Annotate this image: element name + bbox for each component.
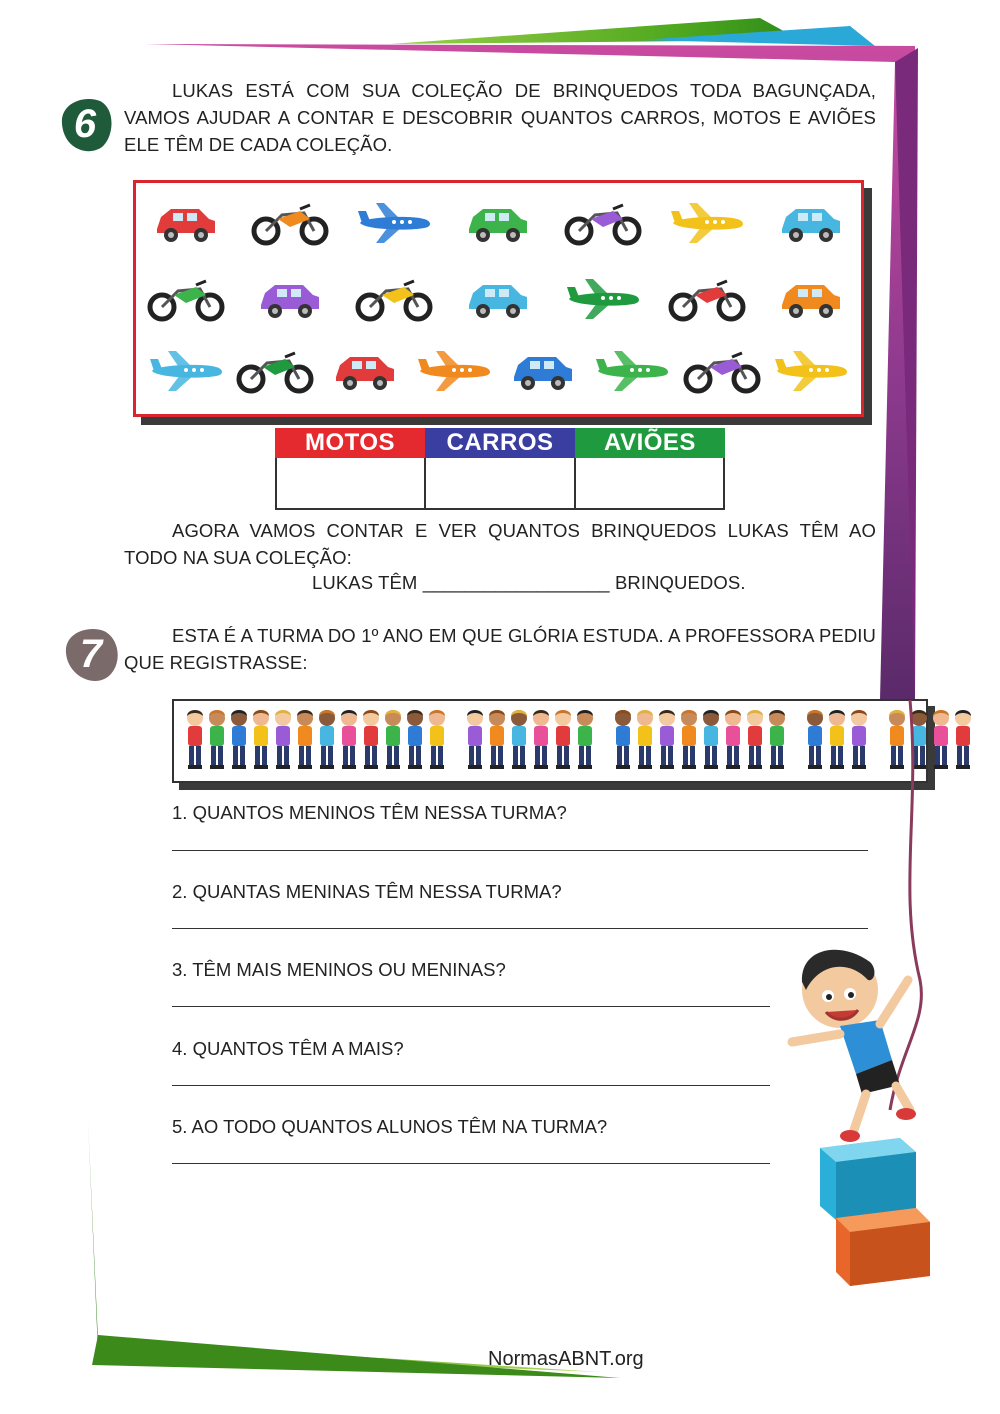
car-icon — [771, 193, 851, 251]
q7-answer-line-1[interactable] — [172, 850, 868, 851]
motorcycle-icon — [354, 269, 434, 327]
airplane-icon — [563, 269, 643, 327]
child-figure — [464, 706, 486, 777]
children-group — [464, 706, 596, 777]
followup-text: AGORA VAMOS CONTAR E VER QUANTOS BRINQUEDOS LUKAS TÊM AO TODO NA SUA COLEÇÃO: — [124, 520, 876, 568]
children-group — [612, 706, 788, 777]
answer-blank[interactable]: __________________ — [422, 572, 610, 593]
q7-item-3: 3. TÊM MAIS MENINOS OU MENINAS? — [172, 959, 506, 980]
airplane-icon — [414, 341, 494, 399]
child-figure — [426, 706, 448, 777]
airplane-icon — [771, 341, 851, 399]
question-7-text — [124, 622, 876, 676]
footer-brand: NormasABNT.org — [488, 1348, 644, 1370]
car-icon — [146, 193, 226, 251]
child-figure — [952, 706, 974, 777]
q7-answer-line-2[interactable] — [172, 928, 868, 929]
motorcycle-icon — [682, 341, 762, 399]
child-figure — [552, 706, 574, 777]
q7-answer-line-3[interactable] — [172, 1006, 770, 1007]
child-figure — [338, 706, 360, 777]
question-6-number: 6 — [73, 101, 97, 146]
header-avioes: AVIÕES — [575, 428, 725, 458]
q7-item-5: 5. AO TODO QUANTOS ALUNOS TÊM NA TURMA? — [172, 1116, 608, 1137]
child-figure — [508, 706, 530, 777]
q7-answer-line-4[interactable] — [172, 1085, 770, 1086]
question-6-followup — [124, 517, 876, 571]
q7-item-2: 2. QUANTAS MENINAS TÊM NESSA TURMA? — [172, 881, 562, 902]
answer-prefix: LUKAS TÊM — [312, 572, 418, 593]
carros-answer-cell[interactable] — [426, 458, 575, 508]
child-figure — [272, 706, 294, 777]
question-7-prompt: ESTA É A TURMA DO 1º ANO EM QUE GLÓRIA ESTUDA. A PROFESSORA PEDIU QUE REGISTRASSE: — [124, 625, 876, 673]
airplane-icon — [354, 193, 434, 251]
header-carros: CARROS — [425, 428, 575, 458]
child-figure — [250, 706, 272, 777]
toy-collection-panel — [133, 180, 864, 417]
question-6-prompt: LUKAS ESTÁ COM SUA COLEÇÃO DE BRINQUEDOS TODA BAGUNÇADA, VAMOS AJUDAR A CONTAR E DESCOBRIR QUANTOS CARROS, MOTOS E AVIÕES ELE TÊM DE CADA COLEÇÃO. — [124, 80, 876, 155]
car-icon — [771, 269, 851, 327]
header-motos: MOTOS — [275, 428, 425, 458]
child-figure — [678, 706, 700, 777]
child-figure — [228, 706, 250, 777]
motorcycle-icon — [563, 193, 643, 251]
q7-item-1: 1. QUANTOS MENINOS TÊM NESSA TURMA? — [172, 802, 567, 823]
child-figure — [612, 706, 634, 777]
airplane-icon — [667, 193, 747, 251]
answer-suffix: BRINQUEDOS. — [614, 572, 746, 593]
child-figure — [530, 706, 552, 777]
child-figure — [404, 706, 426, 777]
total-answer-line — [312, 569, 792, 596]
motorcycle-icon — [250, 193, 330, 251]
car-icon — [325, 341, 405, 399]
child-figure — [206, 706, 228, 777]
toy-count-table — [275, 428, 725, 510]
toy-row-3 — [146, 341, 851, 399]
child-figure — [744, 706, 766, 777]
child-figure — [486, 706, 508, 777]
avioes-answer-cell[interactable] — [576, 458, 723, 508]
car-icon — [250, 269, 330, 327]
q7-item-4: 4. QUANTOS TÊM A MAIS? — [172, 1038, 404, 1059]
motorcycle-icon — [146, 269, 226, 327]
question-6-text — [124, 77, 876, 158]
airplane-icon — [592, 341, 672, 399]
car-icon — [458, 269, 538, 327]
child-figure — [294, 706, 316, 777]
child-figure — [700, 706, 722, 777]
child-figure — [360, 706, 382, 777]
child-figure — [184, 706, 206, 777]
question-6-badge — [54, 93, 116, 155]
child-figure — [574, 706, 596, 777]
car-icon — [458, 193, 538, 251]
car-icon — [503, 341, 583, 399]
children-group — [184, 706, 448, 777]
motos-answer-cell[interactable] — [277, 458, 426, 508]
motorcycle-icon — [235, 341, 315, 399]
toy-row-1 — [146, 193, 851, 251]
child-figure — [656, 706, 678, 777]
child-figure — [722, 706, 744, 777]
question-7-number: 7 — [79, 631, 103, 676]
airplane-icon — [146, 341, 226, 399]
child-figure — [382, 706, 404, 777]
child-figure — [316, 706, 338, 777]
toy-row-2 — [146, 269, 851, 327]
question-7-badge — [60, 623, 122, 685]
motorcycle-icon — [667, 269, 747, 327]
q7-answer-line-5[interactable] — [172, 1163, 770, 1164]
boy-climbing-illustration — [770, 690, 940, 1290]
child-figure — [634, 706, 656, 777]
